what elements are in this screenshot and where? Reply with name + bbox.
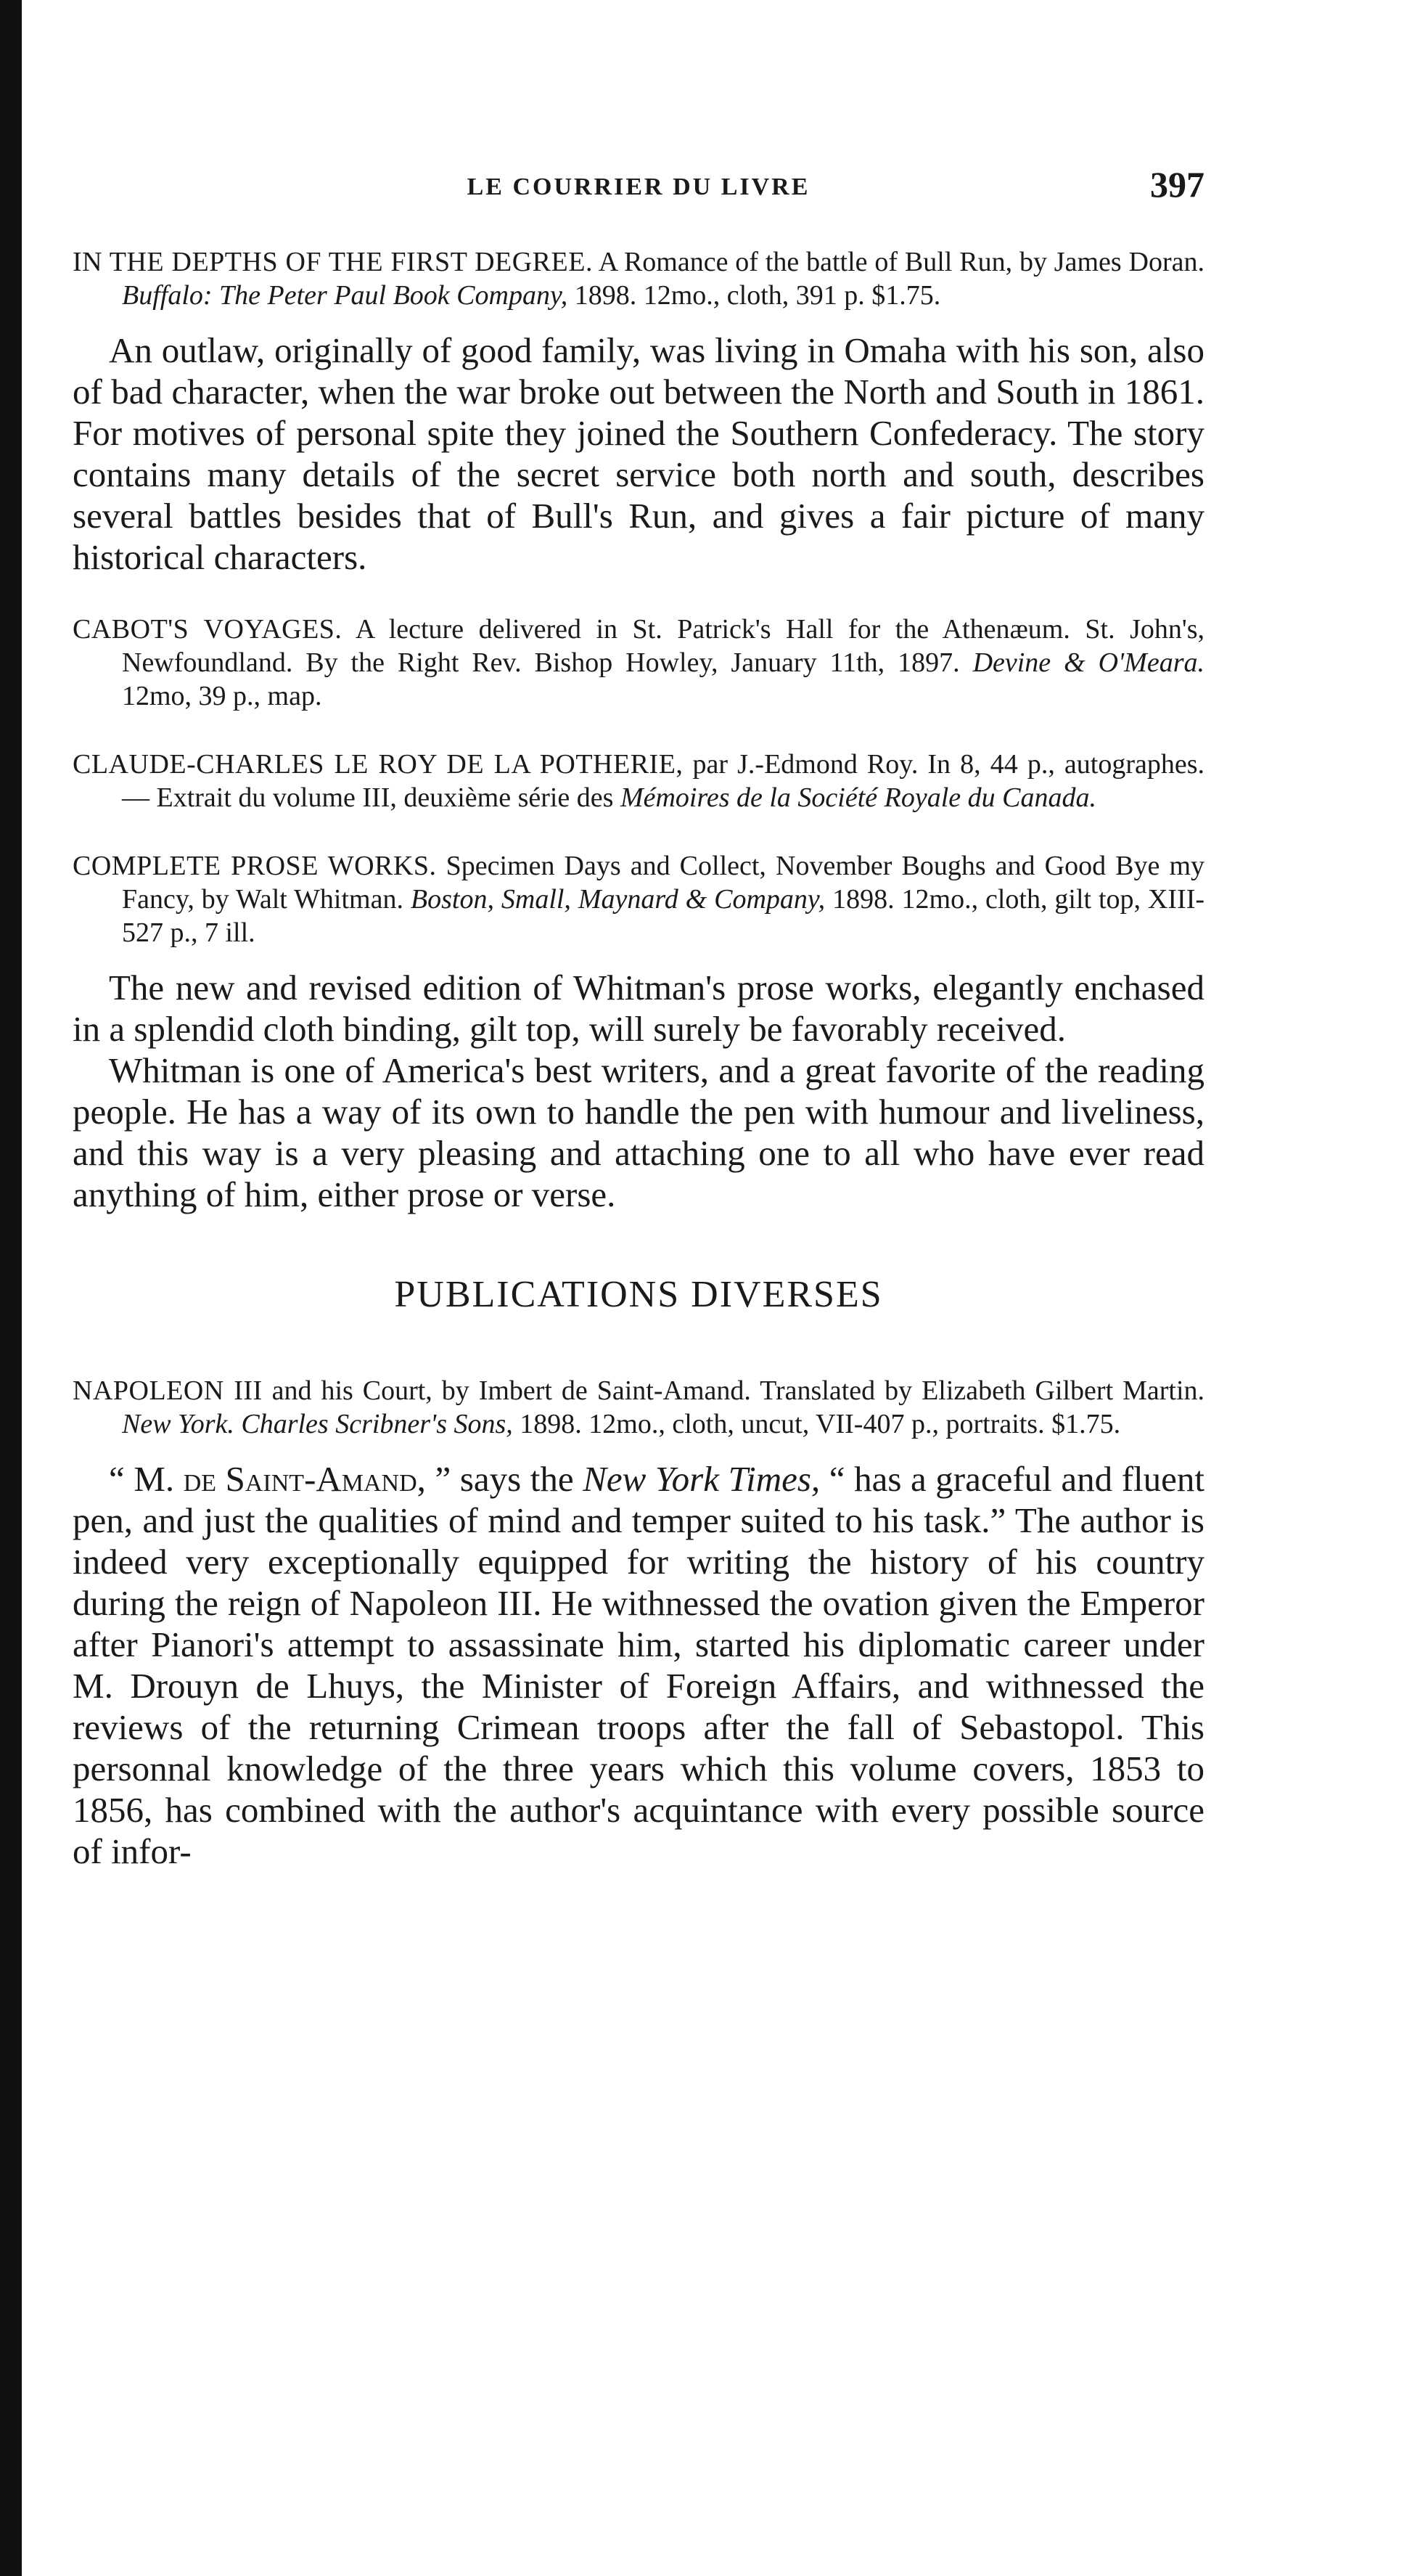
entry-title: COMPLETE PROSE WORKS. [73, 851, 437, 881]
running-title: LE COURRIER DU LIVRE [467, 173, 810, 200]
bibliographic-entry-depths [73, 245, 1204, 312]
page-content [73, 245, 1204, 1872]
review-author-name: M. de Saint-Amand, [134, 1459, 426, 1499]
review-napoleon [73, 1458, 1204, 1872]
scan-edge [0, 0, 22, 2576]
entry-description: par J.-Edmond Roy. In 8, 44 p., autographes. — Extrait du volume III, deuxième série des [122, 749, 1205, 813]
entry-title: NAPOLEON III [73, 1375, 263, 1406]
entry-description: and his Court, by Imbert de Saint-Amand. Translated by Elizabeth Gilbert Martin. [271, 1375, 1205, 1406]
bibliographic-entry-whitman [73, 849, 1204, 949]
page-number: 397 [1150, 164, 1204, 205]
entry-description: Specimen Days and Collect, November Boughs and Good Bye my Fancy, by Walt Whitman. [122, 851, 1204, 915]
review-whitman-1: The new and revised edition of Whitman's prose works, elegantly enchased in a splendid cloth binding, gilt top, will surely be favorably received. [73, 968, 1204, 1049]
entry-title: CLAUDE-CHARLES LE ROY DE LA POTHERIE, [73, 749, 684, 780]
review-depths: An outlaw, originally of good family, was living in Omaha with his son, also of bad character, when the war broke out between the North and South in 1861. For motives of personal spite they joined the Southern Confederacy. The story contains many details of the secret service both north and south, describes several battles besides that of Bull's Run, and gives a fair picture of many historical characters. [73, 330, 1204, 577]
review-whitman-2: Whitman is one of America's best writers, and a great favorite of the reading people. He has a way of its own to handle the pen with humour and liveliness, and this way is a very pleasing and attaching one to all who have ever read anything of him, either prose or verse. [73, 1050, 1204, 1214]
entry-details: 12mo, 39 p., map. [122, 681, 322, 711]
entry-imprint: New York. Charles Scribner's Sons, [122, 1409, 513, 1439]
entry-description: A lecture delivered in St. Patrick's Hall for the Athenæum. St. John's, Newfoundland. By the Right Rev. Bishop Howley, January 11th, 1897. [122, 614, 1204, 678]
entry-description: A Romance of the battle of Bull Run, by James Doran. [598, 247, 1204, 277]
section-heading: PUBLICATIONS DIVERSES [394, 1274, 883, 1315]
bibliographic-entry-potherie [73, 748, 1204, 814]
bibliographic-entry-napoleon [73, 1374, 1204, 1441]
entry-details: 1898. 12mo., cloth, uncut, VII-407 p., portraits. $1.75. [520, 1409, 1121, 1439]
review-says: ” says the [425, 1459, 583, 1499]
entry-title: CABOT'S VOYAGES. [73, 614, 342, 645]
entry-imprint: Buffalo: The Peter Paul Book Company, [122, 280, 568, 311]
bibliographic-entry-cabot [73, 613, 1204, 713]
review-napoleon-text: “ has a graceful and fluent pen, and just the qualities of mind and temper suited to his task.” The author is indeed very exceptionally equipped for writing the history of his country during the reign of Napoleon III. He withnessed the ovation given the Emperor after Pianori's attempt to assassinate him, started his diplomatic career under M. Drouyn de Lhuys, the Minister of Foreign Affairs, and withnessed the reviews of the returning Crimean troops after the fall of Sebastopol. This personnal knowledge of the three years which this volume covers, 1853 to 1856, has combined with the author's acquintance with every possible source of infor- [73, 1459, 1204, 1871]
entry-details: 1898. 12mo., cloth, gilt top, XIII-527 p., 7 ill. [122, 884, 1204, 948]
entry-imprint: Devine & O'Meara. [972, 647, 1204, 678]
running-head [73, 163, 1204, 214]
entry-title: IN THE DEPTHS OF THE FIRST DEGREE. [73, 247, 593, 277]
entry-details: 1898. 12mo., cloth, 391 p. $1.75. [574, 280, 941, 311]
entry-imprint: Boston, Small, Maynard & Company, [410, 884, 826, 915]
review-source: New York Times, [583, 1459, 821, 1499]
entry-imprint: Mémoires de la Société Royale du Canada. [620, 782, 1096, 813]
quote-open: “ [109, 1459, 134, 1499]
page [73, 0, 1204, 2576]
